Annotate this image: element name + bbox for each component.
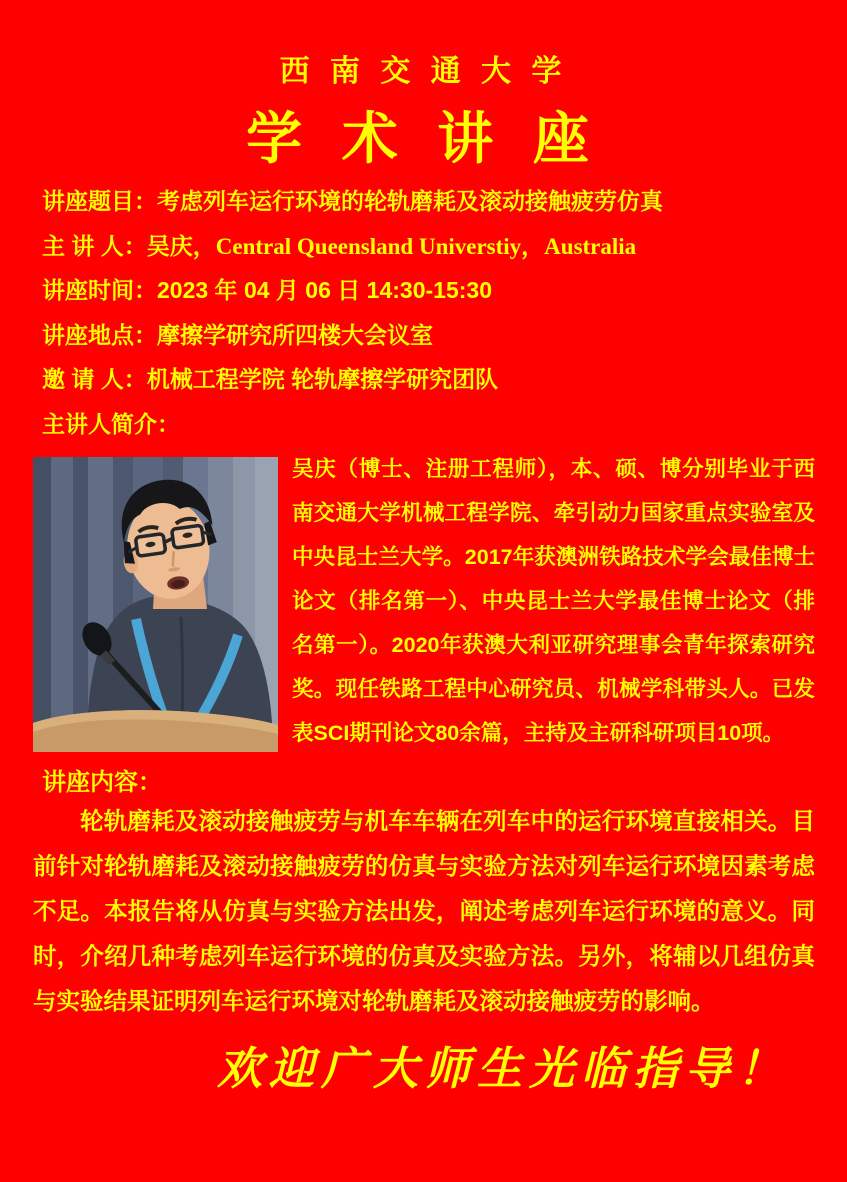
speaker-photo: [33, 457, 278, 752]
topic-value: 考虑列车运行环境的轮轨磨耗及滚动接触疲劳仿真: [157, 188, 663, 214]
info-row-venue: [42, 313, 817, 358]
speaker-affiliation: Central Queensland Universtiy，Australia: [215, 233, 637, 259]
inviter-value: 机械工程学院 轮轨摩擦学研究团队: [146, 366, 499, 393]
bio-heading: [42, 402, 817, 447]
info-row-speaker: [42, 224, 817, 269]
speaker-bio: 吴庆（博士、注册工程师），本、硕、博分别毕业于西南交通大学机械工程学院、牵引动力国家重点实验室及中央昆士兰大学。2017年获澳洲铁路技术学会最佳博士论文（排名第一）、中央昆士兰大学最佳博士论文（排名第一）。2020年获澳大利亚研究理事会青年探索研究奖。现任铁路工程中心研究员、机械学科带头人。已发表SCI期刊论文80余篇，主持及主研科研项目10项。: [292, 457, 815, 745]
content-heading: 讲座内容：: [42, 769, 162, 796]
inviter-label: 邀 请 人：: [42, 366, 147, 393]
university-name: 西 南 交 通 大 学: [279, 55, 568, 88]
topic-label: 讲座题目：: [42, 188, 157, 214]
welcome-message: 欢迎广大师生光临指导！: [216, 1042, 789, 1095]
time-label: 讲座时间：: [42, 277, 157, 304]
info-row-topic: [42, 179, 817, 224]
time-value: 2023 年 04 月 06 日 14:30-15:30: [157, 277, 492, 304]
content-paragraph: 轮轨磨耗及滚动接触疲劳与机车车辆在列车中的运行环境直接相关。目前针对轮轨磨耗及滚动接触疲劳的仿真与实验方法对列车运行环境因素考虑不足。本报告将从仿真与实验方法出发，阐述考虑列车运行环境的意义。同时，介绍几种考虑列车运行环境的仿真及实验方法。另外，将辅以几组仿真与实验结果证明列车运行环境对轮轨磨耗及滚动接触疲劳的影响。: [33, 808, 815, 1014]
venue-label: 讲座地点：: [42, 321, 157, 348]
venue-value: 摩擦学研究所四楼大会议室: [157, 321, 433, 348]
poster-title: 学 术 讲 座: [246, 107, 601, 170]
bio-heading-label: 主讲人简介：: [42, 410, 180, 437]
speaker-name: 吴庆，: [146, 232, 216, 259]
lecture-info: [42, 179, 817, 447]
bio-section: [33, 457, 815, 755]
speaker-label: 主 讲 人：: [42, 232, 147, 259]
info-row-time: [42, 268, 817, 313]
info-row-inviter: [42, 357, 817, 402]
